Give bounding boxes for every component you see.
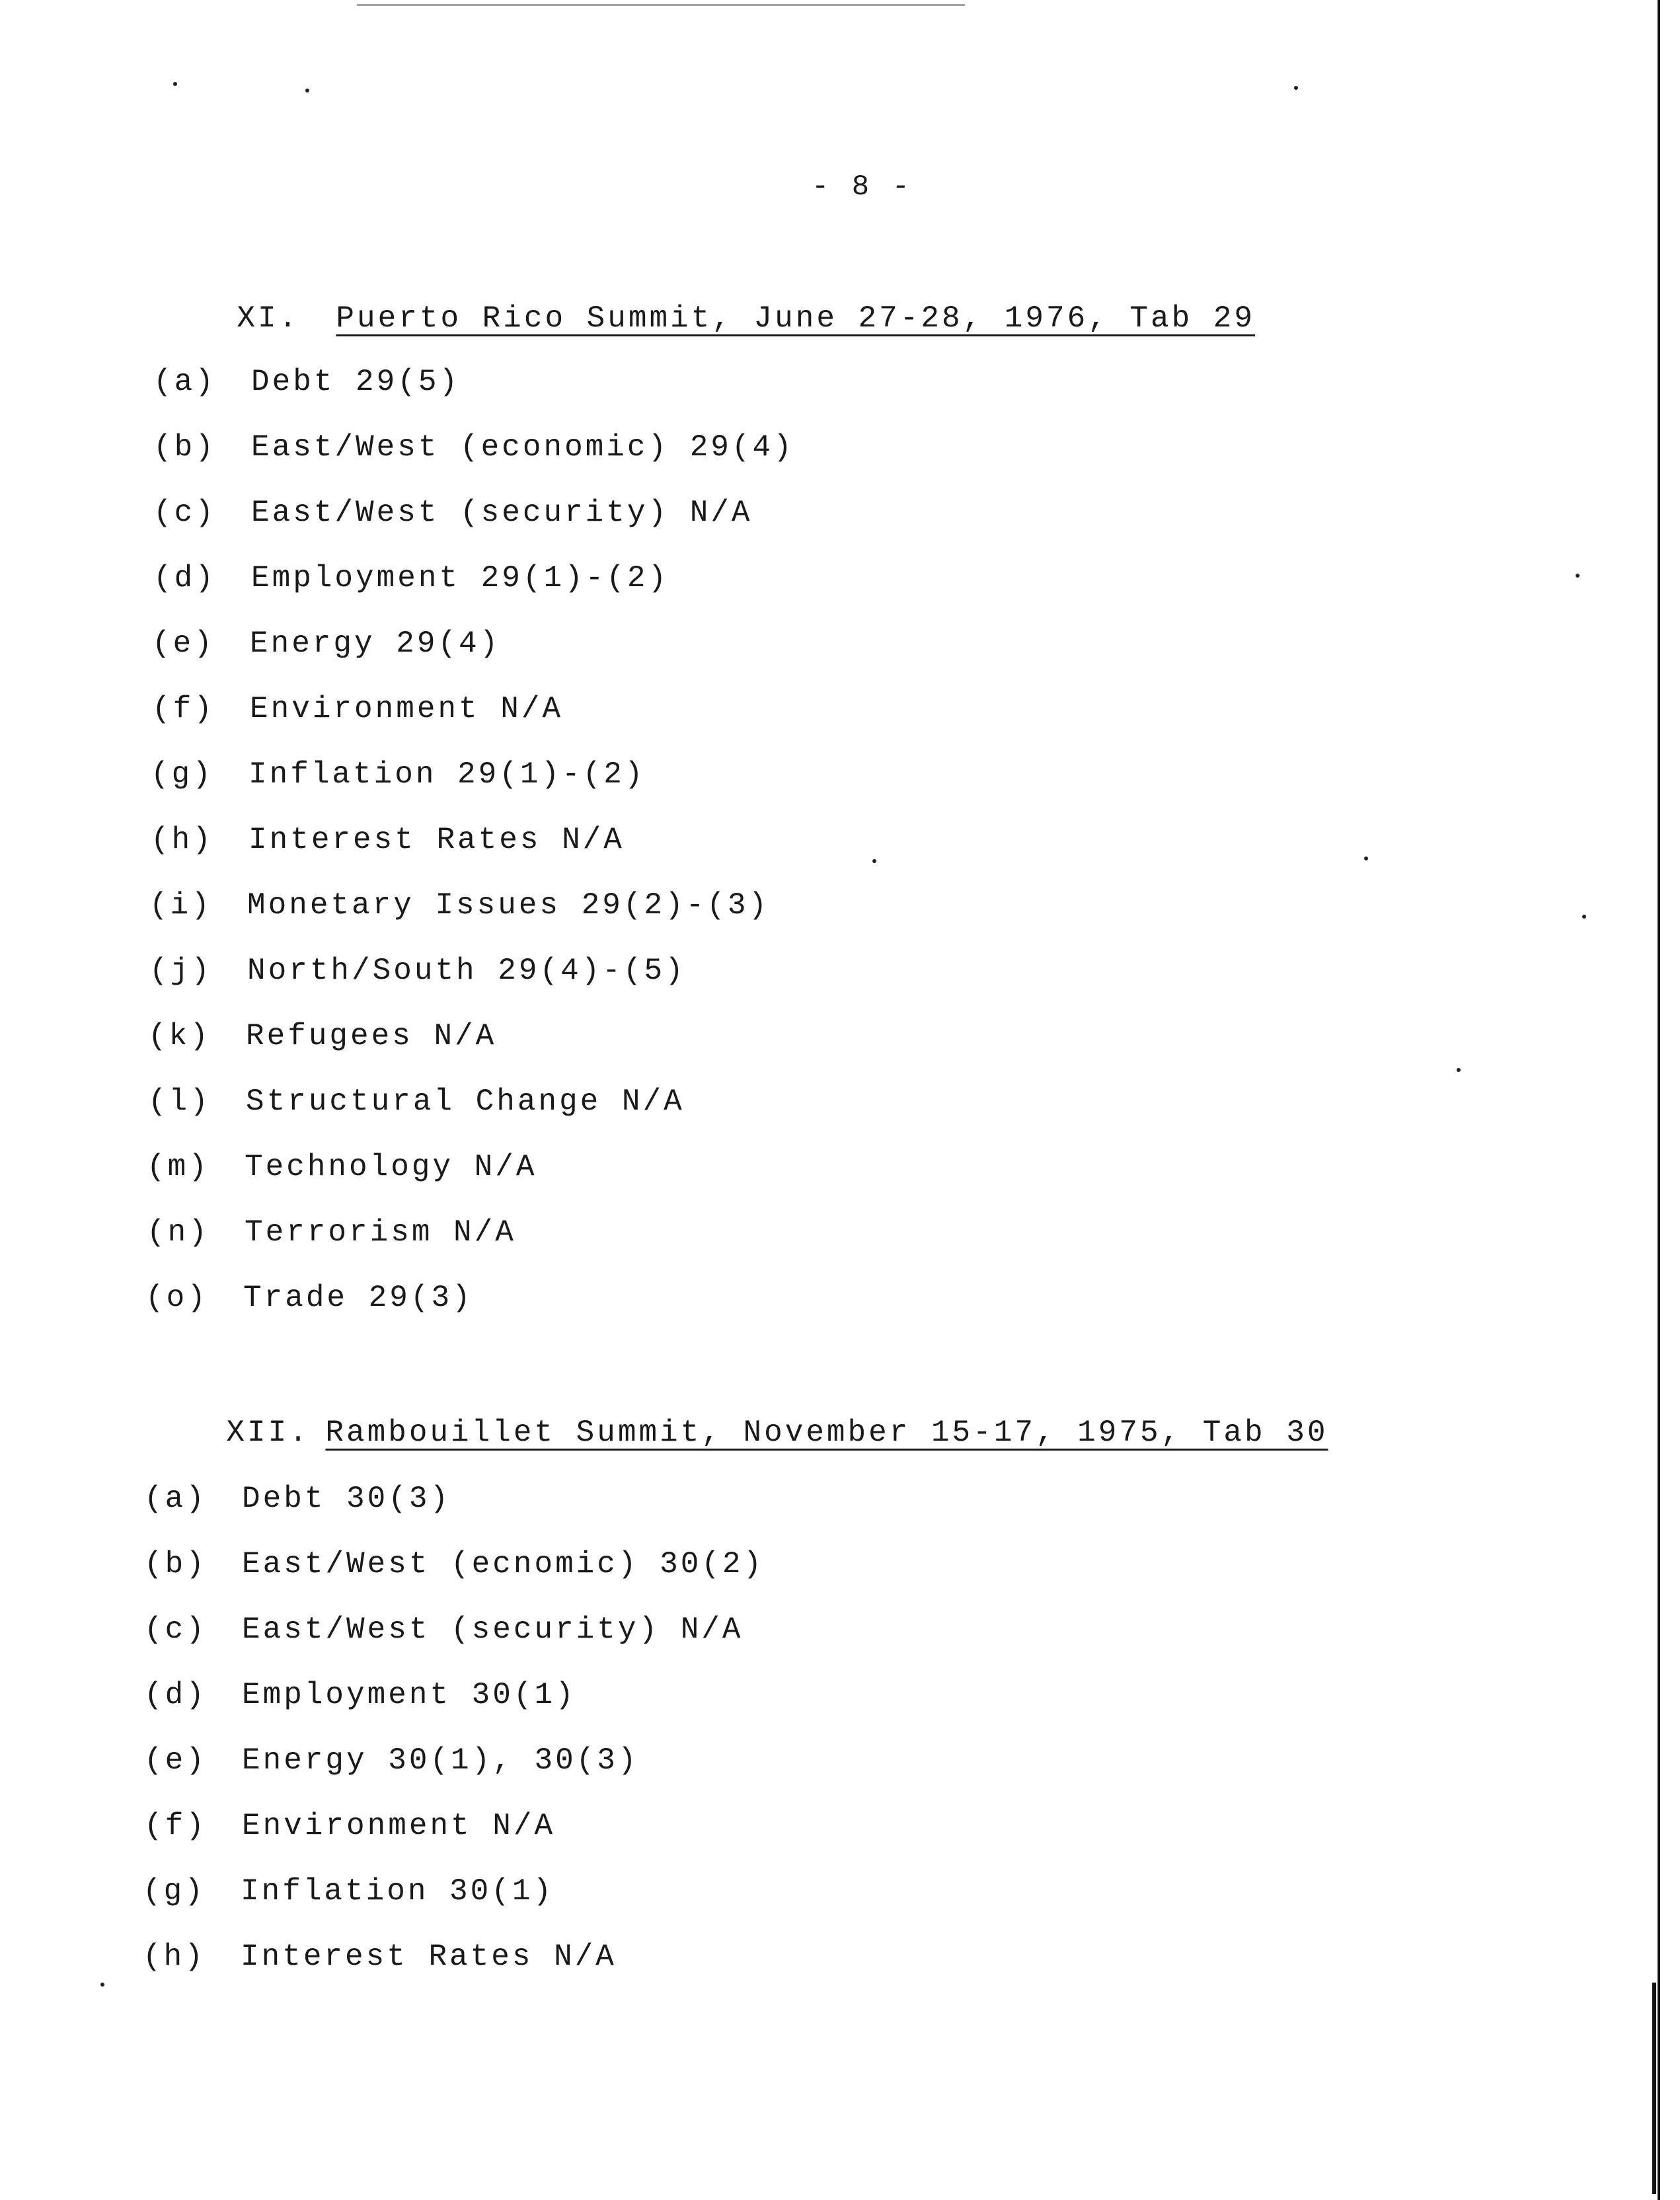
list-item (144, 1809, 1069, 1874)
list-item (144, 1482, 1069, 1547)
item-marker: (h) (143, 1940, 206, 1974)
item-marker: (m) (147, 1150, 210, 1184)
list-item (153, 496, 1079, 561)
item-marker: (g) (151, 757, 213, 792)
list-item (149, 888, 1075, 954)
section-heading-xii (143, 1381, 1328, 1484)
item-text: North/South 29(4)-(5) (247, 954, 686, 988)
item-marker: (j) (149, 954, 212, 988)
item-text: Environment N/A (242, 1809, 556, 1843)
list-item (152, 626, 1077, 692)
section-title: Rambouillet Summit, November 15-17, 1975, Tab 30 (325, 1416, 1328, 1450)
scan-speck (1294, 86, 1298, 90)
item-marker: (i) (149, 888, 212, 923)
section-number: XII. (226, 1416, 310, 1450)
item-text: East/West (ecnomic) 30(2) (242, 1547, 765, 1581)
item-text: Interest Rates N/A (248, 823, 625, 857)
section-title: Puerto Rico Summit, June 27-28, 1976, Tab 29 (336, 301, 1256, 336)
item-marker: (o) (145, 1281, 208, 1315)
scan-speck (1364, 856, 1368, 860)
item-marker: (b) (153, 430, 216, 465)
page-edge-line (1658, 0, 1660, 2200)
item-text: Energy 30(1), 30(3) (242, 1743, 639, 1778)
item-text: Technology N/A (245, 1150, 537, 1184)
scan-speck (100, 1983, 104, 1987)
list-item (153, 561, 1079, 626)
item-marker: (d) (153, 561, 216, 595)
list-item (147, 1215, 1072, 1281)
item-text: Inflation 29(1)-(2) (248, 757, 646, 792)
list-item (144, 1678, 1069, 1743)
list-item (144, 1547, 1069, 1612)
list-item (153, 365, 1079, 430)
item-text: Debt 29(5) (251, 365, 461, 399)
item-text: East/West (economic) 29(4) (251, 430, 794, 465)
item-text: Employment 30(1) (242, 1678, 576, 1712)
item-marker: (n) (147, 1215, 210, 1250)
section-heading-xi (153, 267, 1255, 370)
list-item (149, 954, 1075, 1019)
item-marker: (e) (152, 626, 215, 661)
list-item (144, 1612, 1069, 1678)
list-item (151, 757, 1076, 823)
item-marker: (h) (151, 823, 213, 857)
item-text: Environment N/A (250, 692, 564, 726)
scan-speck (1582, 915, 1586, 919)
list-item (145, 1281, 1071, 1346)
item-marker: (e) (144, 1743, 207, 1778)
page-number: - 8 - (812, 171, 913, 204)
item-text: Structural Change N/A (246, 1084, 685, 1119)
page-edge-shadow (1652, 1983, 1656, 2194)
item-marker: (c) (144, 1612, 207, 1647)
scan-speck (1576, 574, 1580, 578)
item-marker: (f) (152, 692, 215, 726)
item-text: East/West (security) N/A (242, 1612, 744, 1647)
item-text: Inflation 30(1) (241, 1874, 554, 1909)
item-text: Employment 29(1)-(2) (251, 561, 669, 595)
list-item (147, 1150, 1072, 1215)
item-text: Energy 29(4) (250, 626, 501, 661)
item-text: East/West (security) N/A (251, 496, 753, 530)
item-marker: (l) (148, 1084, 211, 1119)
scan-speck (305, 89, 309, 93)
item-marker: (c) (153, 496, 216, 530)
scan-speck (173, 82, 177, 86)
top-scan-rule (357, 4, 965, 6)
item-marker: (f) (144, 1809, 207, 1843)
item-marker: (b) (144, 1547, 207, 1581)
list-item (151, 823, 1076, 888)
section-xii-list (144, 1482, 1069, 2005)
item-marker: (a) (153, 365, 216, 399)
list-item (143, 1874, 1068, 1940)
item-text: Debt 30(3) (242, 1482, 451, 1516)
list-item (143, 1940, 1068, 2005)
list-item (153, 430, 1079, 496)
item-marker: (d) (144, 1678, 207, 1712)
item-text: Refugees N/A (246, 1019, 497, 1053)
item-marker: (a) (144, 1482, 207, 1516)
list-item (144, 1743, 1069, 1809)
list-item (148, 1019, 1073, 1084)
item-marker: (g) (143, 1874, 206, 1909)
list-item (148, 1084, 1073, 1150)
list-item (152, 692, 1077, 757)
scan-speck (1457, 1068, 1461, 1072)
section-number: XI. (237, 301, 300, 336)
item-text: Trade 29(3) (243, 1281, 473, 1315)
item-text: Monetary Issues 29(2)-(3) (247, 888, 770, 923)
item-text: Terrorism N/A (245, 1215, 516, 1250)
item-text: Interest Rates N/A (241, 1940, 617, 1974)
section-xi-list (145, 365, 1079, 1346)
item-marker: (k) (148, 1019, 211, 1053)
